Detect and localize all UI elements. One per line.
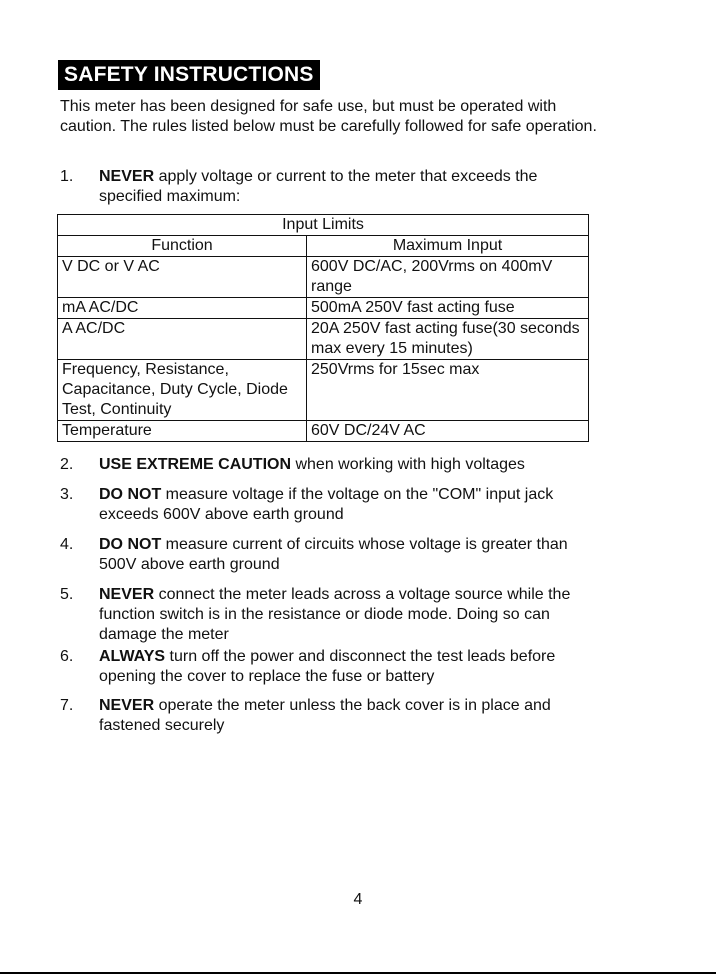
item-text: operate the meter unless the back cover is in place and fastened securely <box>99 697 551 734</box>
item-number: 3. <box>60 486 74 503</box>
item-keyword: NEVER <box>99 697 155 714</box>
table-cell-maximum-input: 500mA 250V fast acting fuse <box>307 298 589 319</box>
item-text: turn off the power and disconnect the test leads before opening the cover to replace the fuse or battery <box>99 648 556 685</box>
item-text: measure current of circuits whose voltage is greater than 500V above earth ground <box>99 536 568 573</box>
item-number: 7. <box>60 697 74 714</box>
table-cell-maximum-input: 600V DC/AC, 200Vrms on 400mV range <box>307 257 589 298</box>
table-cell-function: mA AC/DC <box>58 298 307 319</box>
item-text: when working with high voltages <box>291 456 525 473</box>
table-cell-function: V DC or V AC <box>58 257 307 298</box>
input-limits-table <box>57 214 589 442</box>
item-text: connect the meter leads across a voltage source while the function switch is in the resistance or diode mode. Doing so can damage the meter <box>99 586 571 643</box>
table-cell-function: A AC/DC <box>58 319 307 360</box>
item-keyword: DO NOT <box>99 486 162 503</box>
item-text: measure voltage if the voltage on the "COM" input jack exceeds 600V above earth ground <box>99 486 554 523</box>
item-number: 2. <box>60 456 74 473</box>
table-title: Input Limits <box>58 215 589 236</box>
page-heading: SAFETY INSTRUCTIONS <box>58 60 320 90</box>
table-row <box>58 421 589 442</box>
item-number: 4. <box>60 536 74 553</box>
table-row <box>58 319 589 360</box>
item-keyword: NEVER <box>99 168 155 185</box>
table-cell-maximum-input: 250Vrms for 15sec max <box>307 360 589 421</box>
table-cell-maximum-input: 20A 250V fast acting fuse(30 seconds max every 15 minutes) <box>307 319 589 360</box>
table-row <box>58 298 589 319</box>
table-cell-maximum-input: 60V DC/24V AC <box>307 421 589 442</box>
table-row <box>58 360 589 421</box>
table-row <box>58 257 589 298</box>
item-number: 6. <box>60 648 74 665</box>
column-header-maximum-input: Maximum Input <box>307 236 589 257</box>
intro-paragraph: This meter has been designed for safe use, but must be operated with caution. The rules listed below must be carefully followed for safe operation. <box>60 98 597 135</box>
item-number: 1. <box>60 168 74 185</box>
bottom-divider <box>0 972 716 974</box>
item-number: 5. <box>60 586 74 603</box>
table-cell-function: Frequency, Resistance, Capacitance, Duty Cycle, Diode Test, Continuity <box>58 360 307 421</box>
table-cell-function: Temperature <box>58 421 307 442</box>
item-text: apply voltage or current to the meter that exceeds the specified maximum: <box>99 168 538 205</box>
column-header-function: Function <box>58 236 307 257</box>
page-number: 4 <box>353 891 363 908</box>
item-keyword: NEVER <box>99 586 155 603</box>
item-keyword: USE EXTREME CAUTION <box>99 456 292 473</box>
item-keyword: DO NOT <box>99 536 162 553</box>
item-keyword: ALWAYS <box>99 648 166 665</box>
